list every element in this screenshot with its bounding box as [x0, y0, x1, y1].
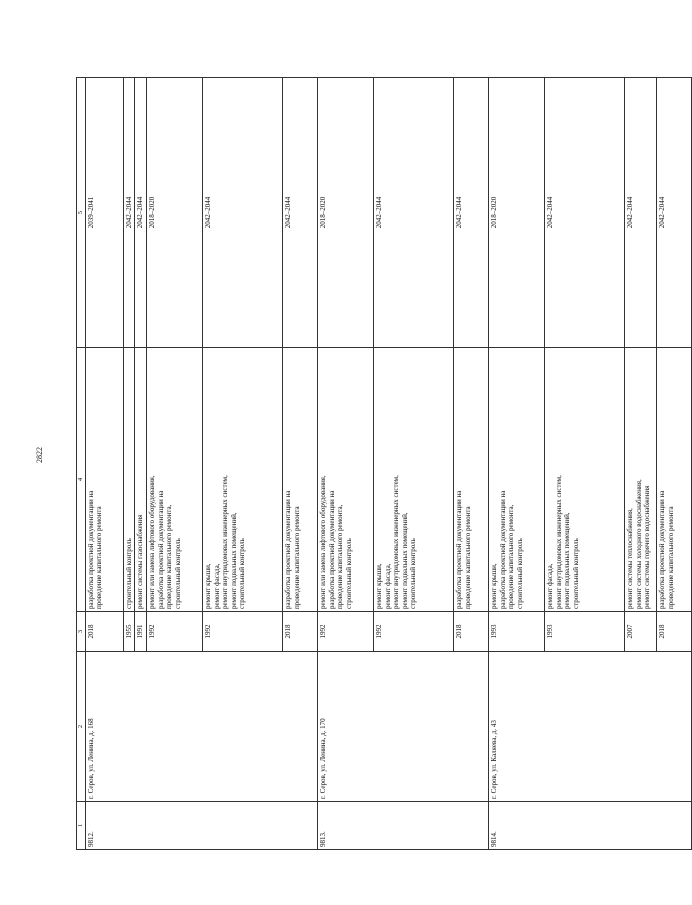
building-address: г. Серов, ул. Ленина, д. 168 — [85, 652, 317, 802]
work-description — [85, 348, 123, 612]
column-header-1: 1 — [77, 802, 86, 850]
work-line: ремонт внутридомовых инженерных систем, — [554, 475, 563, 609]
work-period: 2018–2020 — [488, 78, 544, 348]
work-period: 2042–2044 — [453, 78, 488, 348]
work-line: ремонт внутридомовых инженерных систем, — [392, 475, 401, 609]
work-year: 1955 — [123, 612, 135, 652]
work-line: проведение капитального ремонта — [292, 506, 301, 609]
work-period: 2042–2044 — [656, 78, 691, 348]
work-year: 1993 — [544, 612, 624, 652]
work-year: 1992 — [317, 612, 373, 652]
building-number: 9812. — [85, 802, 317, 850]
work-line: разработка проектной документации на — [86, 490, 95, 609]
column-header-3: 3 — [77, 612, 86, 652]
work-year: 2018 — [656, 612, 691, 652]
work-description — [488, 348, 544, 612]
work-year: 2007 — [624, 612, 656, 652]
work-year: 1993 — [488, 612, 544, 652]
work-line: разработка проектной документации на — [283, 490, 292, 609]
building-address: г. Серов, ул. Каляева, д. 43 — [488, 652, 691, 802]
work-year: 1992 — [146, 612, 202, 652]
page-number: 2822 — [35, 447, 44, 463]
work-line: строительный контроль — [238, 538, 247, 609]
work-line: разработка проектной документации на — [498, 490, 507, 609]
work-line: проведение капитального ремонта, — [336, 504, 345, 609]
column-number-row — [77, 78, 86, 850]
work-year: 2018 — [85, 612, 123, 652]
work-description — [135, 348, 147, 612]
work-line: строительный контроль — [409, 538, 418, 609]
work-period: 2042–2044 — [202, 78, 282, 348]
work-line: ремонт или замена лифтового оборудования, — [318, 475, 327, 609]
table-body — [77, 78, 692, 850]
work-line: ремонт подвальных помещений, — [563, 512, 572, 609]
work-description — [146, 348, 202, 612]
work-line: строительный контроль — [124, 538, 133, 609]
table-row — [488, 78, 544, 850]
work-line: разработка проектной документации на — [454, 490, 463, 609]
column-header-2: 2 — [77, 652, 86, 802]
work-line: проведение капитального ремонта — [666, 506, 675, 609]
work-description — [544, 348, 624, 612]
work-line: ремонт системы газоснабжения — [136, 514, 145, 609]
work-line: ремонт системы холодного водоснабжения, — [634, 479, 643, 609]
work-line: проведение капитального ремонта, — [507, 504, 516, 609]
work-description — [282, 348, 317, 612]
column-header-4: 4 — [77, 348, 86, 612]
work-description — [123, 348, 135, 612]
work-line: строительный контроль — [344, 538, 353, 609]
work-line: ремонт фасада, — [212, 563, 221, 609]
work-line: строительный контроль — [515, 538, 524, 609]
work-line: разработка проектной документации на — [657, 490, 666, 609]
rotated-table-container — [76, 78, 675, 850]
work-period: 2018–2020 — [146, 78, 202, 348]
work-period: 2042–2044 — [135, 78, 147, 348]
work-line: ремонт фасада, — [383, 563, 392, 609]
work-line: проведение капитального ремонта — [95, 506, 104, 609]
building-number: 9813. — [317, 802, 488, 850]
work-line: ремонт системы теплоснабжения, — [625, 508, 634, 609]
work-line: строительный контроль — [173, 538, 182, 609]
work-line: проведение капитального ремонта — [463, 506, 472, 609]
work-period: 2042–2044 — [282, 78, 317, 348]
capital-repair-table — [76, 77, 692, 850]
work-description — [624, 348, 656, 612]
work-period: 2042–2044 — [123, 78, 135, 348]
work-line: ремонт фасада, — [545, 563, 554, 609]
work-description — [317, 348, 373, 612]
work-period: 2042–2044 — [544, 78, 624, 348]
work-line: строительный контроль — [571, 538, 580, 609]
building-address: г. Серов, ул. Ленина, д. 170 — [317, 652, 488, 802]
work-period: 2042–2044 — [624, 78, 656, 348]
work-description — [453, 348, 488, 612]
work-period: 2039–2041 — [85, 78, 123, 348]
work-line: ремонт или замена лифтового оборудования, — [147, 475, 156, 609]
work-year: 2018 — [282, 612, 317, 652]
work-year: 1992 — [373, 612, 453, 652]
work-line: ремонт подвальных помещений, — [229, 512, 238, 609]
work-line: ремонт крыши, — [489, 563, 498, 609]
work-year: 1991 — [135, 612, 147, 652]
work-line: ремонт внутридомовых инженерных систем, — [221, 475, 230, 609]
work-line: ремонт подвальных помещений, — [400, 512, 409, 609]
table-row — [317, 78, 373, 850]
work-year: 1992 — [202, 612, 282, 652]
work-period: 2018–2020 — [317, 78, 373, 348]
work-description — [373, 348, 453, 612]
work-line: ремонт системы горячего водоснабжения — [643, 485, 652, 609]
work-line: разработка проектной документации на — [327, 490, 336, 609]
work-line: ремонт крыши, — [374, 563, 383, 609]
column-header-5: 5 — [77, 78, 86, 348]
work-year: 2018 — [453, 612, 488, 652]
table-row — [85, 78, 123, 850]
work-description — [202, 348, 282, 612]
work-line: разработка проектной документации на — [156, 490, 165, 609]
work-line: ремонт крыши, — [203, 563, 212, 609]
work-line: проведение капитального ремонта, — [165, 504, 174, 609]
work-period: 2042–2044 — [373, 78, 453, 348]
building-number: 9814. — [488, 802, 691, 850]
work-description — [656, 348, 691, 612]
